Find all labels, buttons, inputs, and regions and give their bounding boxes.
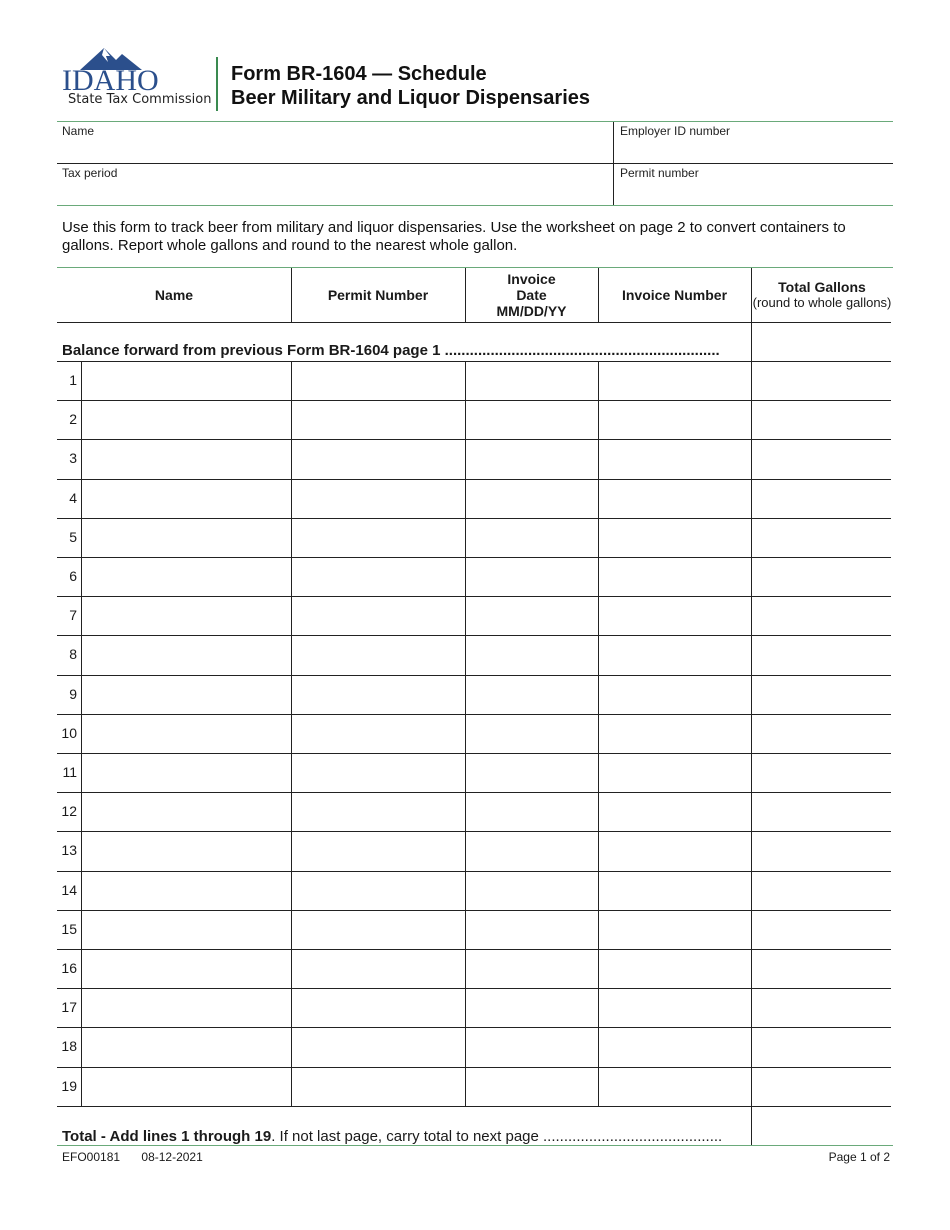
invoice-number-cell[interactable]	[598, 361, 751, 400]
total-gallons-cell[interactable]	[751, 753, 891, 792]
invoice-date-cell[interactable]	[465, 910, 598, 949]
name-cell[interactable]	[81, 910, 291, 949]
row-number: 7	[69, 607, 77, 624]
total-gallons-cell[interactable]	[751, 910, 891, 949]
permit-cell[interactable]	[291, 714, 465, 753]
invoice-number-cell[interactable]	[598, 479, 751, 518]
total-gallons-cell[interactable]	[751, 518, 891, 557]
invoice-date-cell[interactable]	[465, 400, 598, 439]
row-number: 1	[69, 372, 77, 388]
name-cell[interactable]	[81, 675, 291, 714]
row-number: 16	[61, 960, 77, 976]
permit-cell[interactable]	[291, 831, 465, 870]
invoice-date-cell[interactable]	[465, 1067, 598, 1106]
logo-wordmark: IDAHO	[62, 64, 159, 94]
total-gallons-cell[interactable]	[751, 400, 891, 439]
invoice-date-cell[interactable]	[465, 635, 598, 674]
name-cell[interactable]	[81, 400, 291, 439]
commission-name: State Tax Commission	[68, 92, 212, 107]
form-footer-id	[62, 1150, 221, 1164]
name-cell[interactable]	[81, 792, 291, 831]
invoice-date-cell[interactable]	[465, 831, 598, 870]
balance-forward-line: Balance forward from previous Form BR-1604 page 1 ..................................................................	[62, 342, 720, 359]
permit-cell[interactable]	[291, 479, 465, 518]
invoice-date-cell[interactable]	[465, 792, 598, 831]
total-line: Total - Add lines 1 through 19. If not last page, carry total to next page ...........................................	[62, 1128, 723, 1145]
permit-cell[interactable]	[291, 635, 465, 674]
permit-number-field[interactable]: Permit number	[620, 166, 699, 180]
name-field[interactable]: Name	[62, 124, 95, 138]
idaho-logo	[60, 42, 210, 112]
name-cell[interactable]	[81, 753, 291, 792]
page-title	[231, 62, 590, 110]
tax-period-field[interactable]: Tax period	[62, 166, 118, 180]
invoice-date-cell[interactable]	[465, 518, 598, 557]
column-divider	[751, 268, 752, 322]
total-gallons-cell[interactable]	[751, 1027, 891, 1066]
row-number: 10	[61, 724, 77, 741]
title-line-1: Form BR-1604 — Schedule	[231, 63, 487, 85]
form-code: EFO00181	[62, 1150, 121, 1164]
invoice-number-cell[interactable]	[598, 988, 751, 1027]
total-gallons-cell[interactable]	[751, 714, 891, 753]
permit-cell[interactable]	[291, 753, 465, 792]
name-cell[interactable]	[81, 596, 291, 635]
total-gallons-cell[interactable]	[751, 988, 891, 1027]
invoice-number-cell[interactable]	[598, 400, 751, 439]
invoice-date-cell[interactable]	[465, 557, 598, 596]
permit-cell[interactable]	[291, 675, 465, 714]
form-date: 08-12-2021	[141, 1150, 203, 1164]
permit-cell[interactable]	[291, 949, 465, 988]
invoice-number-cell[interactable]	[598, 439, 751, 478]
permit-cell[interactable]	[291, 361, 465, 400]
row-number: 12	[61, 803, 77, 820]
invoice-date-cell[interactable]	[465, 714, 598, 753]
invoice-number-cell[interactable]	[598, 518, 751, 557]
invoice-date-cell[interactable]	[465, 949, 598, 988]
permit-cell[interactable]	[291, 988, 465, 1027]
row-number: 9	[69, 685, 77, 702]
invoice-number-cell[interactable]	[598, 792, 751, 831]
column-divider	[598, 268, 599, 322]
total-gallons-cell[interactable]	[751, 949, 891, 988]
title-line-2: Beer Military and Liquor Dispensaries	[231, 87, 590, 109]
permit-cell[interactable]	[291, 871, 465, 910]
row-number: 15	[61, 920, 77, 937]
invoice-number-cell[interactable]	[598, 831, 751, 870]
invoice-date-cell[interactable]	[465, 675, 598, 714]
total-gallons-cell[interactable]	[751, 361, 891, 400]
column-divider	[465, 268, 466, 322]
invoice-number-cell[interactable]	[598, 714, 751, 753]
name-cell[interactable]	[81, 361, 291, 400]
total-gallons-cell[interactable]	[751, 596, 891, 635]
invoice-number-cell[interactable]	[598, 596, 751, 635]
invoice-date-cell[interactable]	[465, 1027, 598, 1066]
name-cell[interactable]	[81, 635, 291, 674]
invoice-date-cell[interactable]	[465, 871, 598, 910]
total-gallons-cell[interactable]	[751, 557, 891, 596]
total-gallons-cell[interactable]	[751, 675, 891, 714]
row-number: 17	[61, 999, 77, 1016]
invoice-number-cell[interactable]	[598, 1067, 751, 1106]
instructions-text: Use this form to track beer from military and liquor dispensaries. Use the worksheet on page 2 to convert containers to gallons. Report whole gallons and round to the nearest whole gallon.	[62, 219, 846, 254]
mountain-logo-icon	[60, 42, 210, 94]
employer-id-field[interactable]: Employer ID number	[620, 124, 731, 138]
row-number: 2	[69, 411, 77, 428]
column-divider	[291, 268, 292, 322]
name-cell[interactable]	[81, 831, 291, 870]
header-total-gallons: Total Gallons (round to whole gallons)	[752, 279, 892, 310]
total-gallons-cell[interactable]	[751, 479, 891, 518]
name-cell[interactable]	[81, 439, 291, 478]
permit-cell[interactable]	[291, 518, 465, 557]
permit-cell[interactable]	[291, 596, 465, 635]
invoice-number-cell[interactable]	[598, 753, 751, 792]
permit-cell[interactable]	[291, 1027, 465, 1066]
row-number: 3	[69, 450, 77, 467]
name-cell[interactable]	[81, 1027, 291, 1066]
total-gallons-cell[interactable]	[751, 439, 891, 478]
header-divider	[216, 57, 218, 111]
header-invoice-date: Invoice Date MM/DD/YY	[496, 271, 567, 319]
invoice-number-cell[interactable]	[598, 949, 751, 988]
name-cell[interactable]	[81, 479, 291, 518]
page-number: Page 1 of 2	[828, 1150, 890, 1164]
permit-cell[interactable]	[291, 557, 465, 596]
total-gallons-cell[interactable]	[751, 635, 891, 674]
invoice-date-cell[interactable]	[465, 361, 598, 400]
invoice-date-cell[interactable]	[465, 596, 598, 635]
invoice-date-cell[interactable]	[465, 988, 598, 1027]
row-number: 5	[69, 528, 77, 545]
name-cell[interactable]	[81, 518, 291, 557]
header-name: Name	[154, 287, 194, 303]
name-cell[interactable]	[81, 1067, 291, 1106]
permit-cell[interactable]	[291, 400, 465, 439]
invoice-date-cell[interactable]	[465, 753, 598, 792]
row-number: 4	[69, 489, 77, 506]
invoice-number-cell[interactable]	[598, 910, 751, 949]
permit-cell[interactable]	[291, 792, 465, 831]
header-permit-number: Permit Number	[327, 287, 429, 303]
balance-forward-cell[interactable]	[751, 322, 891, 361]
total-gallons-cell[interactable]	[751, 871, 891, 910]
total-gallons-cell[interactable]	[751, 792, 891, 831]
invoice-number-cell[interactable]	[598, 1027, 751, 1066]
row-number: 8	[69, 646, 77, 663]
total-gallons-cell[interactable]	[751, 1067, 891, 1106]
row-number: 14	[61, 881, 77, 898]
name-cell[interactable]	[81, 557, 291, 596]
name-cell[interactable]	[81, 949, 291, 988]
row-number: 6	[69, 568, 77, 584]
row-number: 13	[61, 842, 77, 859]
taxpayer-info-section	[57, 121, 893, 206]
invoice-number-cell[interactable]	[598, 675, 751, 714]
table-bottom-border	[57, 1145, 893, 1146]
invoice-date-cell[interactable]	[465, 479, 598, 518]
invoice-number-cell[interactable]	[598, 871, 751, 910]
total-cell[interactable]	[751, 1106, 891, 1146]
invoice-number-cell[interactable]	[598, 557, 751, 596]
permit-cell[interactable]	[291, 910, 465, 949]
total-gallons-cell[interactable]	[751, 831, 891, 870]
row-number: 18	[61, 1038, 77, 1055]
header-invoice-number: Invoice Number	[621, 287, 728, 303]
row-number: 19	[61, 1077, 77, 1094]
schedule-table	[57, 267, 893, 1145]
invoice-number-cell[interactable]	[598, 635, 751, 674]
name-cell[interactable]	[81, 871, 291, 910]
permit-cell[interactable]	[291, 439, 465, 478]
row-number: 11	[62, 764, 77, 780]
name-cell[interactable]	[81, 714, 291, 753]
name-cell[interactable]	[81, 988, 291, 1027]
invoice-date-cell[interactable]	[465, 439, 598, 478]
permit-cell[interactable]	[291, 1067, 465, 1106]
